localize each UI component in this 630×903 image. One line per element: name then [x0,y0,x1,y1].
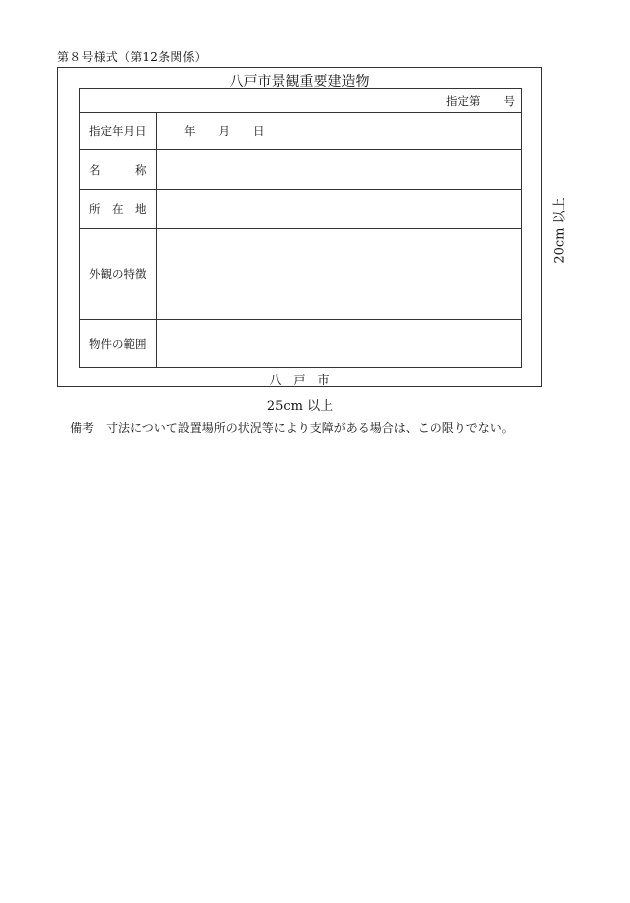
signboard-outline [57,67,542,387]
table-row [80,229,521,320]
table-row [80,320,521,367]
designation-date-value: 年 月 日 [184,124,265,138]
table-row [80,150,521,190]
height-dimension-label: 20cm 以上 [552,196,568,264]
table-row [80,113,521,150]
remark-note: 備考 寸法について設置場所の状況等により支障がある場合は、この限りでない。 [70,421,514,435]
issuer-name: 八 戸 市 [269,373,330,387]
table-row [80,190,521,229]
row-label-location: 所 在 地 [80,190,157,228]
plate-table [79,88,522,368]
designation-number: 指定第 号 [446,93,515,108]
width-dimension-label: 25cm 以上 [266,399,334,414]
form-reference: 第８号様式（第12条関係） [57,50,207,64]
row-label-designation-date: 指定年月日 [80,113,157,149]
row-label-property-scope: 物件の範囲 [80,320,157,367]
designation-row [80,89,521,113]
plate-title: 八戸市景観重要建造物 [229,74,370,90]
row-label-exterior-features: 外観の特徴 [80,229,157,319]
row-label-name: 名 称 [80,150,157,189]
